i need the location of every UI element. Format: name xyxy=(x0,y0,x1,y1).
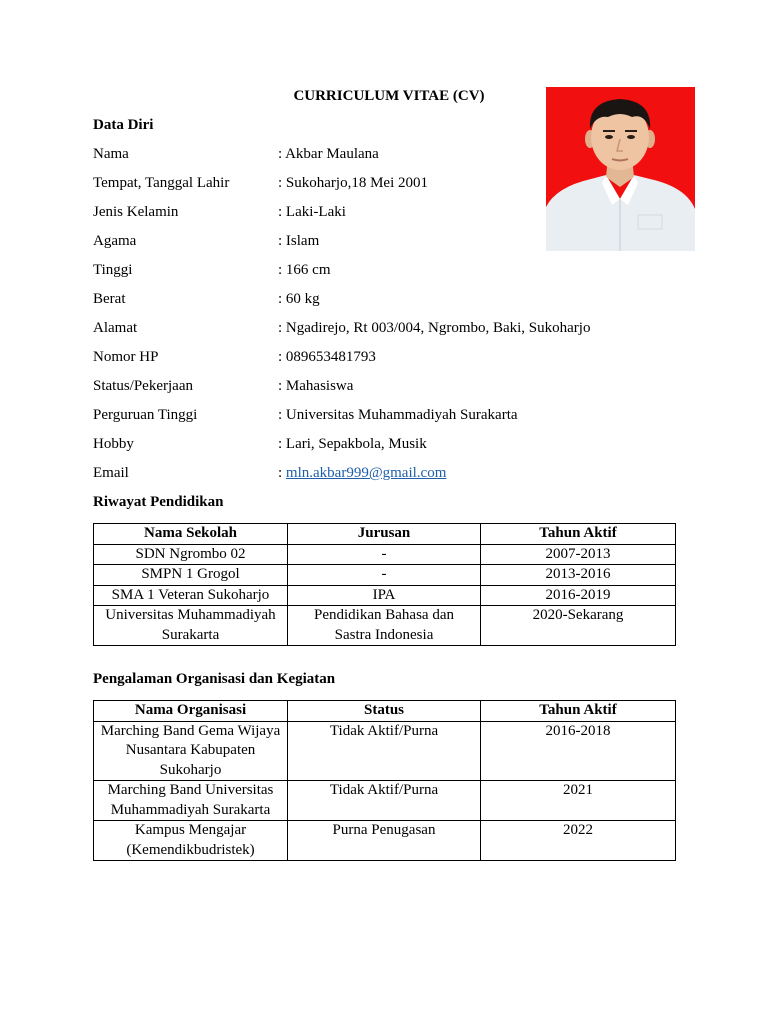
column-header: Status xyxy=(288,701,481,722)
field-row-email xyxy=(93,465,673,485)
table-cell: Tidak Aktif/Purna xyxy=(288,721,481,781)
field-label: Tempat, Tanggal Lahir xyxy=(93,175,230,191)
table-cell: 2016-2019 xyxy=(481,585,676,606)
field-row-perguruan-tinggi xyxy=(93,407,673,427)
organization-table xyxy=(93,700,676,861)
table-row xyxy=(94,781,676,821)
table-cell: Pendidikan Bahasa dan Sastra Indonesia xyxy=(288,606,481,646)
email-link[interactable]: mln.akbar999@gmail.com xyxy=(285,465,447,481)
field-row-jenis-kelamin xyxy=(93,204,673,224)
field-row-tempat-tanggal-lahir xyxy=(93,175,673,195)
field-value: : Universitas Muhammadiyah Surakarta xyxy=(278,407,518,423)
table-cell: Marching Band Gema Wijaya Nusantara Kabupaten Sukoharjo xyxy=(94,721,288,781)
table-cell: 2007-2013 xyxy=(481,544,676,565)
field-row-agama xyxy=(93,233,673,253)
field-value: : Lari, Sepakbola, Musik xyxy=(278,436,427,452)
table-cell: IPA xyxy=(288,585,481,606)
table-cell: - xyxy=(288,544,481,565)
column-header: Tahun Aktif xyxy=(481,524,676,545)
table-cell: Kampus Mengajar (Kemendikbudristek) xyxy=(94,821,288,861)
table-cell: Universitas Muhammadiyah Surakarta xyxy=(94,606,288,646)
field-label: Tinggi xyxy=(93,262,133,278)
education-table xyxy=(93,523,676,646)
column-header: Nama Organisasi xyxy=(94,701,288,722)
table-header-row xyxy=(94,524,676,545)
field-value: : Sukoharjo,18 Mei 2001 xyxy=(278,175,428,191)
field-value: : Laki-Laki xyxy=(278,204,346,220)
section-pendidikan-heading: Riwayat Pendidikan xyxy=(93,494,224,510)
column-header: Nama Sekolah xyxy=(94,524,288,545)
field-value: : Islam xyxy=(278,233,320,249)
field-row-berat xyxy=(93,291,673,311)
field-label: Jenis Kelamin xyxy=(93,204,179,220)
field-value: : 166 cm xyxy=(278,262,331,278)
table-cell: SMA 1 Veteran Sukoharjo xyxy=(94,585,288,606)
section-organisasi-heading: Pengalaman Organisasi dan Kegiatan xyxy=(93,671,336,687)
field-label: Agama xyxy=(93,233,137,249)
table-cell: - xyxy=(288,565,481,586)
email-prefix: : xyxy=(278,465,286,481)
table-row xyxy=(94,585,676,606)
table-cell: SDN Ngrombo 02 xyxy=(94,544,288,565)
table-row xyxy=(94,721,676,781)
page-title: CURRICULUM VITAE (CV) xyxy=(293,88,485,104)
field-label: Alamat xyxy=(93,320,138,336)
person-portrait-icon xyxy=(546,87,695,251)
table-cell: 2021 xyxy=(481,781,676,821)
table-row xyxy=(94,606,676,646)
table-cell: 2022 xyxy=(481,821,676,861)
field-row-nomor-hp xyxy=(93,349,673,369)
field-label: Berat xyxy=(93,291,126,307)
field-row-status-pekerjaan xyxy=(93,378,673,398)
table-row xyxy=(94,821,676,861)
field-label: Nama xyxy=(93,146,129,162)
field-value: : Mahasiswa xyxy=(278,378,354,394)
field-label: Status/Pekerjaan xyxy=(93,378,193,394)
field-row-nama xyxy=(93,146,673,166)
field-row-tinggi xyxy=(93,262,673,282)
table-cell: 2020-Sekarang xyxy=(481,606,676,646)
section-data-diri-heading: Data Diri xyxy=(93,117,154,133)
table-cell: Marching Band Universitas Muhammadiyah Surakarta xyxy=(94,781,288,821)
field-row-hobby xyxy=(93,436,673,456)
table-header-row xyxy=(94,701,676,722)
table-cell: 2013-2016 xyxy=(481,565,676,586)
table-row xyxy=(94,544,676,565)
field-value: : 60 kg xyxy=(278,291,320,307)
field-label: Perguruan Tinggi xyxy=(93,407,198,423)
table-cell: Tidak Aktif/Purna xyxy=(288,781,481,821)
profile-photo xyxy=(546,87,695,251)
field-value: : Ngadirejo, Rt 003/004, Ngrombo, Baki, Sukoharjo xyxy=(278,320,591,336)
field-value: : 089653481793 xyxy=(278,349,376,365)
column-header: Jurusan xyxy=(288,524,481,545)
field-value xyxy=(278,465,446,482)
field-label: Hobby xyxy=(93,436,134,452)
field-value: : Akbar Maulana xyxy=(278,146,379,162)
table-cell: 2016-2018 xyxy=(481,721,676,781)
field-label: Nomor HP xyxy=(93,349,159,365)
column-header: Tahun Aktif xyxy=(481,701,676,722)
table-cell: Purna Penugasan xyxy=(288,821,481,861)
table-row xyxy=(94,565,676,586)
field-row-alamat xyxy=(93,320,673,340)
table-cell: SMPN 1 Grogol xyxy=(94,565,288,586)
field-label: Email xyxy=(93,465,129,481)
